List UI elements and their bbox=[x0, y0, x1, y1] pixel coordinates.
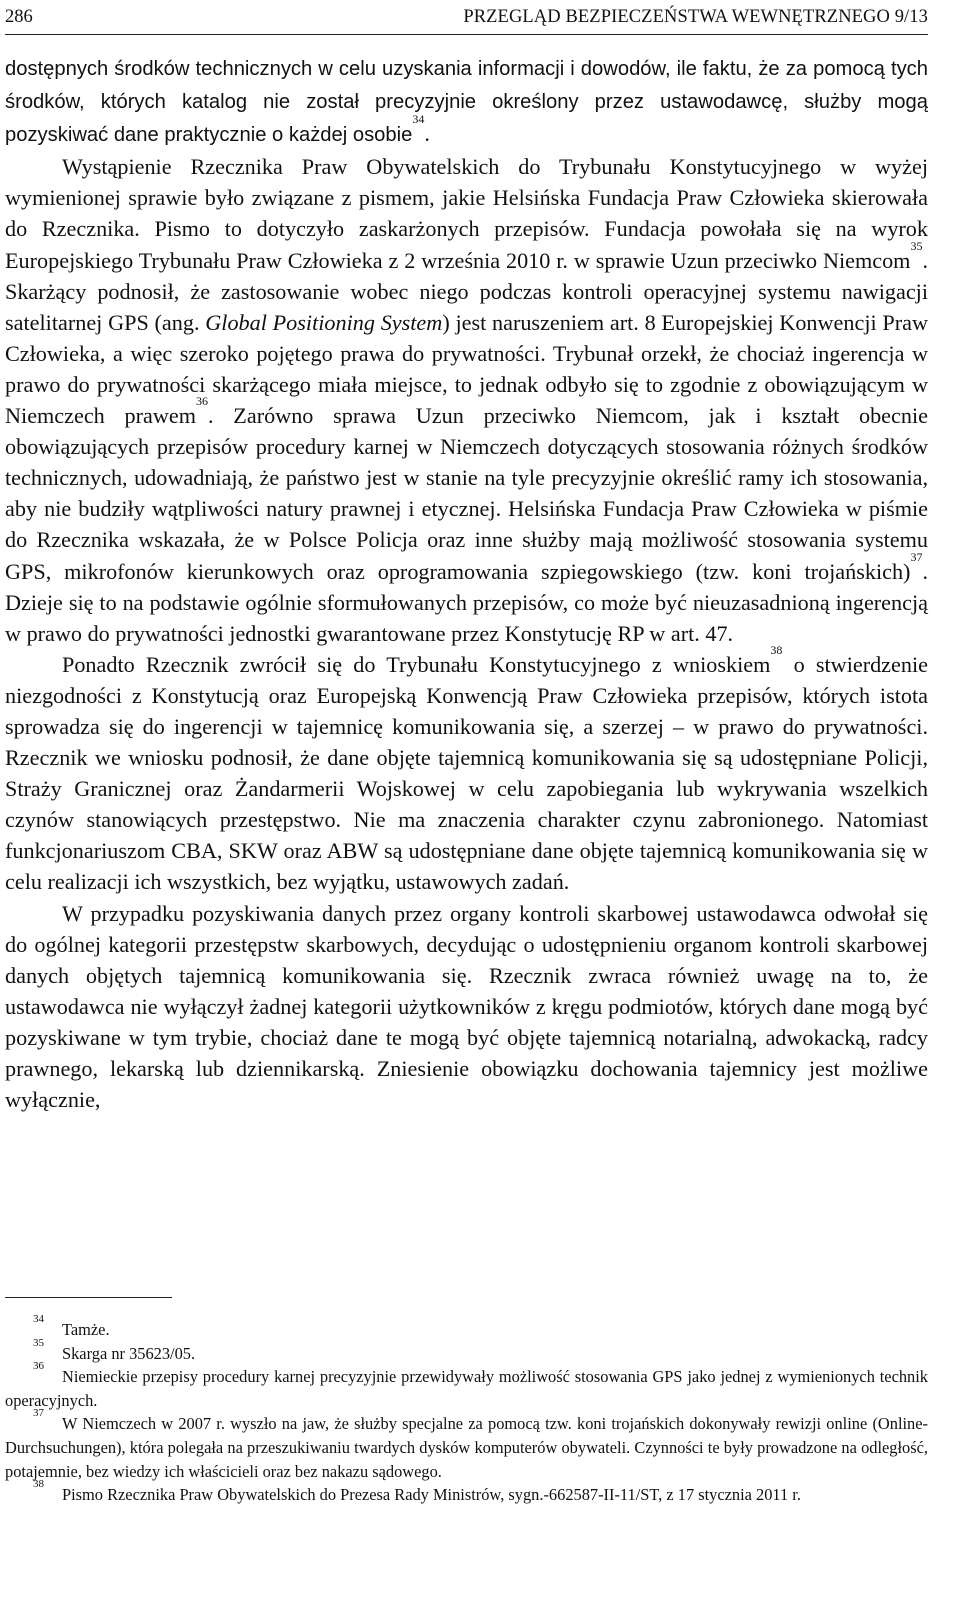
gps-term-italic: Global Positioning System bbox=[205, 309, 443, 335]
paragraph-1-text: dostępnych środków technicznych w celu uzyskania informacji i dowodów, ile faktu, że za pomocą tych środków, których katalog nie został precyzyjnie określony przez ustawodawcę, służby mogą pozyskiwać dane praktycznie o każdej osobie bbox=[5, 58, 928, 147]
paragraph-2-part-b: . Skarżący podnosił, że zastosowanie wobec niego podczas kontroli operacyjnej systemu nawigacji satelitarnej GPS (ang. bbox=[5, 247, 928, 335]
footnote-ref-38[interactable]: 38 bbox=[770, 642, 783, 657]
page-number: 286 bbox=[5, 7, 33, 27]
footnote-37 bbox=[5, 1407, 928, 1483]
footnote-36 bbox=[5, 1360, 928, 1412]
footnote-number: 37 bbox=[33, 1407, 44, 1420]
footnote-text: Niemieckie przepisy procedury karnej precyzyjnie przewidywały możliwość stosowania GPS jako jednej z wymienionych technik operacyjnych. bbox=[5, 1367, 928, 1410]
paragraph-2-part-c: ) jest naruszeniem art. 8 Europejskiej Konwencji Praw Człowieka, a więc szeroko pojętego prawa do prywatności. Trybunał orzekł, że chociaż ingerencja w prawo do prywatności skarżącego miała miejsce, to jednak odbyło się to zgodnie z obowiązującym w Niemczech prawem bbox=[5, 309, 928, 429]
footnote-number: 38 bbox=[33, 1478, 44, 1491]
footnote-number: 36 bbox=[33, 1360, 44, 1373]
footnote-number: 35 bbox=[33, 1336, 44, 1349]
footnote-text: W Niemczech w 2007 r. wyszło na jaw, że służby specjalne za pomocą tzw. koni trojańskich dokonywały rewizji online (Online-Durchsuchungen), która polegała na przeszukiwaniu twardych dysków komputerów obywateli. Czynności te były prowadzone na odległość, potajemnie, bez wiedzy ich właścicieli oraz bez nakazu sądowego. bbox=[5, 1414, 928, 1481]
paragraph-3 bbox=[5, 642, 928, 898]
paragraph-2 bbox=[5, 151, 928, 649]
running-header bbox=[5, 4, 928, 30]
body-text bbox=[5, 52, 928, 1115]
paragraph-1 bbox=[5, 52, 928, 151]
paragraph-1-tail: . bbox=[424, 121, 430, 147]
footnote-ref-34[interactable]: 34 bbox=[412, 112, 425, 127]
footnote-ref-37[interactable]: 37 bbox=[910, 549, 923, 564]
journal-title: PRZEGLĄD BEZPIECZEŃSTWA WEWNĘTRZNEGO 9/13 bbox=[463, 7, 928, 27]
footnote-text: Tamże. bbox=[62, 1320, 110, 1339]
footnote-text: Pismo Rzecznika Praw Obywatelskich do Prezesa Rady Ministrów, sygn.-662587-II-11/ST, z 17 stycznia 2011 r. bbox=[62, 1485, 801, 1505]
paragraph-2-part-a: Wystąpienie Rzecznika Praw Obywatelskich do Trybunału Konstytucyjnego w wyżej wymienionej sprawie było związane z pismem, jakie Helsińska Fundacja Praw Człowieka skierowała do Rzecznika. Pismo to dotyczyło zaskarżonych przepisów. Fundacja powołała się na wyrok Europejskiego Trybunału Praw Człowieka z 2 września 2010 r. w sprawie Uzun przeciwko Niemcom bbox=[5, 154, 928, 273]
footnote-34 bbox=[5, 1313, 928, 1342]
header-rule bbox=[5, 34, 928, 35]
paragraph-2-part-e: . Dzieje się to na podstawie ogólnie sformułowanych przepisów, co może być nieuzasadnioną ingerencją w prawo do prywatności jednostki gwarantowane przez Konstytucję RP w art. 47. bbox=[5, 558, 928, 646]
footnote-number: 34 bbox=[33, 1313, 44, 1325]
footnote-35 bbox=[5, 1336, 928, 1366]
paragraph-4: W przypadku pozyskiwania danych przez organy kontroli skarbowej ustawodawca odwołał się do ogólnej kategorii przestępstw skarbowych, decydując o udostępnieniu organom kontroli skarbowej danych objętych tajemnicą komunikowania się. Rzecznik zwraca również uwagę na to, że ustawodawca nie wyłączył żadnej kategorii użytkowników z kręgu podmiotów, których dane mogą być pozyskiwane w tym trybie, chociaż dane te mogą być objęte tajemnicą notarialną, adwokacką, radcy prawnego, lekarską lub dziennikarską. Zniesienie obowiązku dochowania tajemnicy jest możliwe wyłącznie, bbox=[5, 900, 928, 1113]
paragraph-3-part-a: Ponadto Rzecznik zwrócił się do Trybunału Konstytucyjnego z wnioskiem bbox=[62, 651, 771, 677]
footnote-ref-35[interactable]: 35 bbox=[910, 238, 923, 253]
paragraph-2-part-d: . Zarówno sprawa Uzun przeciwko Niemcom, jak i kształt obecnie obowiązujących przepisów procedury karnej w Niemczech dotyczących stosowania różnych środków technicznych, udowadniają, że państwo jest w stanie na tyle precyzyjnie określić ramy ich stosowania, aby nie budziły wątpliwości natury prawnej i etycznej. Helsińska Fundacja Praw Człowieka w piśmie do Rzecznika wskazała, że w Polsce Policja oraz inne służby mają możliwość stosowania systemu GPS, mikrofonów kierunkowych oraz oprogramowania szpiegowskiego (tzw. koni trojańskich) bbox=[5, 403, 928, 584]
footnote-38 bbox=[5, 1478, 928, 1507]
paragraph-3-part-b: o stwierdzenie niezgodności z Konstytucją oraz Europejską Konwencją Praw Człowieka przepisów, których istota sprowadza się do ingerencji w tajemnicę komunikowania się, a szerzej – w prawo do prywatności. Rzecznik we wniosku podnosił, że dane objęte tajemnicą komunikowania się są udostępniane Policji, Straży Granicznej oraz Żandarmerii Wojskowej w celu zapobiegania lub wykrywania wszelkich czynów stanowiących przestępstwo. Nie ma znaczenia charakter czynu zabronionego. Natomiast funkcjonariuszom CBA, SKW oraz ABW są udostępniane dane objęte tajemnicą komunikowania się w celu realizacji ich wszystkich, bez wyjątku, ustawowych zadań. bbox=[5, 651, 928, 895]
footnote-ref-36[interactable]: 36 bbox=[196, 394, 208, 409]
footnote-text: Skarga nr 35623/05. bbox=[62, 1343, 196, 1363]
footnote-separator bbox=[5, 1297, 172, 1298]
footnotes-section bbox=[5, 1313, 928, 1507]
